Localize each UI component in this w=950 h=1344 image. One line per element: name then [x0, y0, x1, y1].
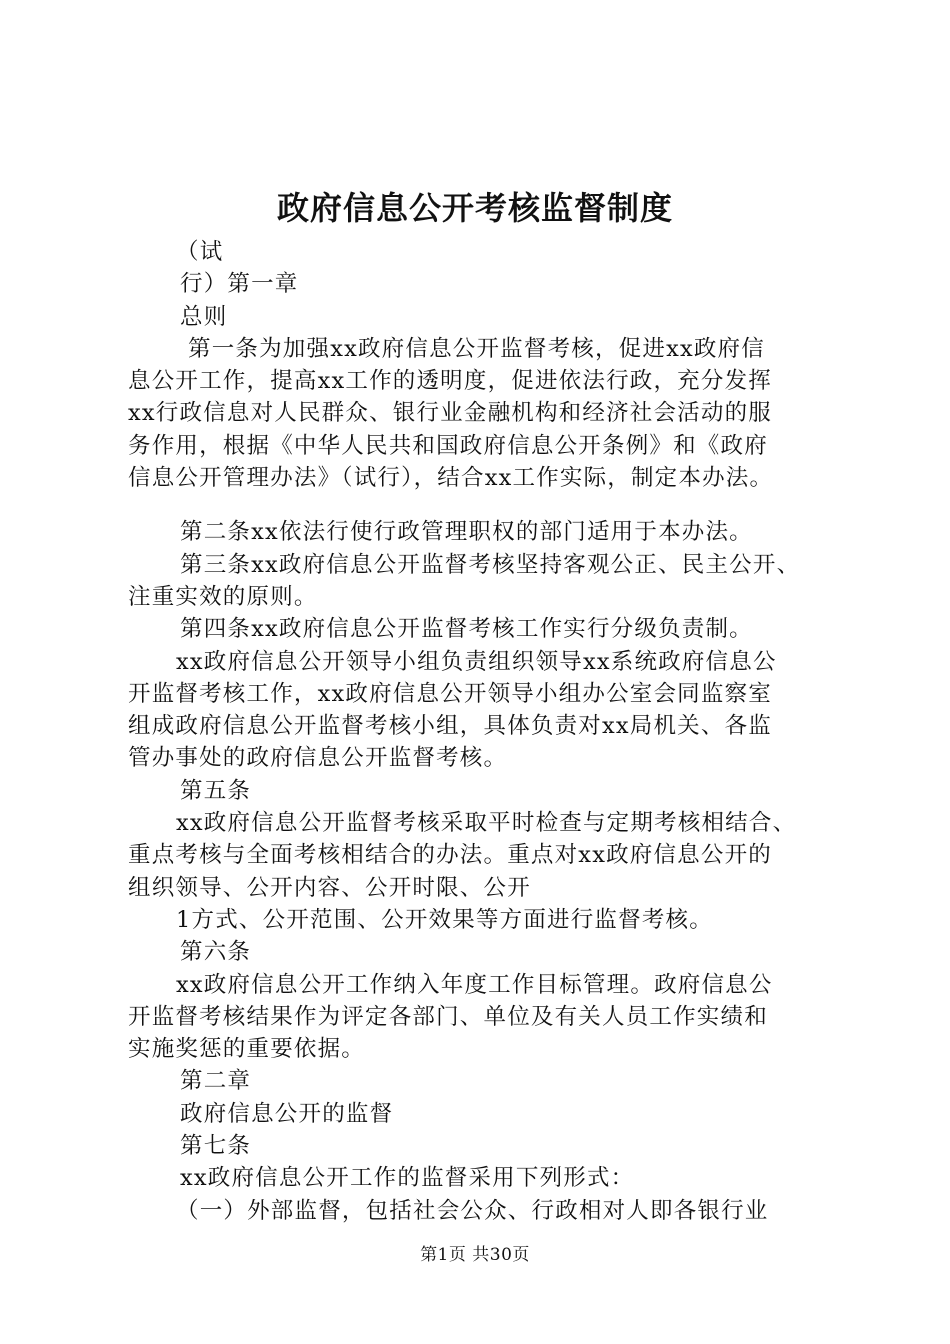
text-line: xx政府信息公开工作纳入年度工作目标管理。政府信息公: [176, 971, 773, 998]
text-line: 第二条xx依法行使行政管理职权的部门适用于本办法。: [180, 519, 753, 546]
text-line: 行）第一章: [180, 271, 299, 298]
text-line: 第三条xx政府信息公开监督考核坚持客观公正、民主公开、: [180, 551, 801, 578]
text-line: xx行政信息对人民群众、银行业金融机构和经济社会活动的服: [128, 400, 772, 427]
text-line: xx政府信息公开监督考核采取平时检查与定期考核相结合、: [176, 810, 797, 837]
document-body: [128, 236, 838, 1227]
text-line: 实施奖惩的重要依据。: [128, 1036, 366, 1063]
text-line: xx政府信息公开领导小组负责组织领导xx系统政府信息公: [176, 648, 777, 675]
page-footer: 第1页 共30页: [420, 1245, 530, 1265]
text-line: （试: [176, 239, 224, 265]
text-line: 第二章: [180, 1068, 252, 1095]
text-line: 第五条: [180, 777, 252, 804]
text-line: 管办事处的政府信息公开监督考核。: [128, 745, 508, 772]
text-line: 务作用，根据《中华人民共和国政府信息公开条例》和《政府: [128, 432, 768, 459]
text-line: 第一条为加强xx政府信息公开监督考核，促进xx政府信: [188, 335, 765, 362]
text-line: xx政府信息公开工作的监督采用下列形式：: [180, 1165, 635, 1192]
text-line: 息公开工作，提高xx工作的透明度，促进依法行政，充分发挥: [128, 368, 772, 395]
text-line: 总则: [180, 303, 228, 330]
text-line: 组织领导、公开内容、公开时限、公开: [128, 874, 531, 901]
text-line: （一）外部监督，包括社会公众、行政相对人即各银行业: [176, 1197, 769, 1224]
text-line: 重点考核与全面考核相结合的办法。重点对xx政府信息公开的: [128, 842, 772, 869]
text-line: 开监督考核工作，xx政府信息公开领导小组办公室会同监察室: [128, 680, 772, 707]
text-line: 第六条: [180, 939, 252, 966]
text-line: 信息公开管理办法》（试行），结合xx工作实际，制定本办法。: [128, 465, 774, 492]
text-line: 1方式、公开范围、公开效果等方面进行监督考核。: [176, 906, 713, 933]
paragraph-gap: [128, 494, 838, 516]
document-title: 政府信息公开考核监督制度: [276, 189, 673, 227]
text-line: 政府信息公开的监督: [180, 1100, 394, 1127]
text-line: 第七条: [180, 1133, 252, 1160]
text-line: 第四条xx政府信息公开监督考核工作实行分级负责制。: [180, 616, 753, 643]
text-line: 注重实效的原则。: [128, 583, 318, 610]
text-line: 组成政府信息公开监督考核小组，具体负责对xx局机关、各监: [128, 713, 772, 740]
text-line: 开监督考核结果作为评定各部门、单位及有关人员工作实绩和: [128, 1003, 768, 1030]
